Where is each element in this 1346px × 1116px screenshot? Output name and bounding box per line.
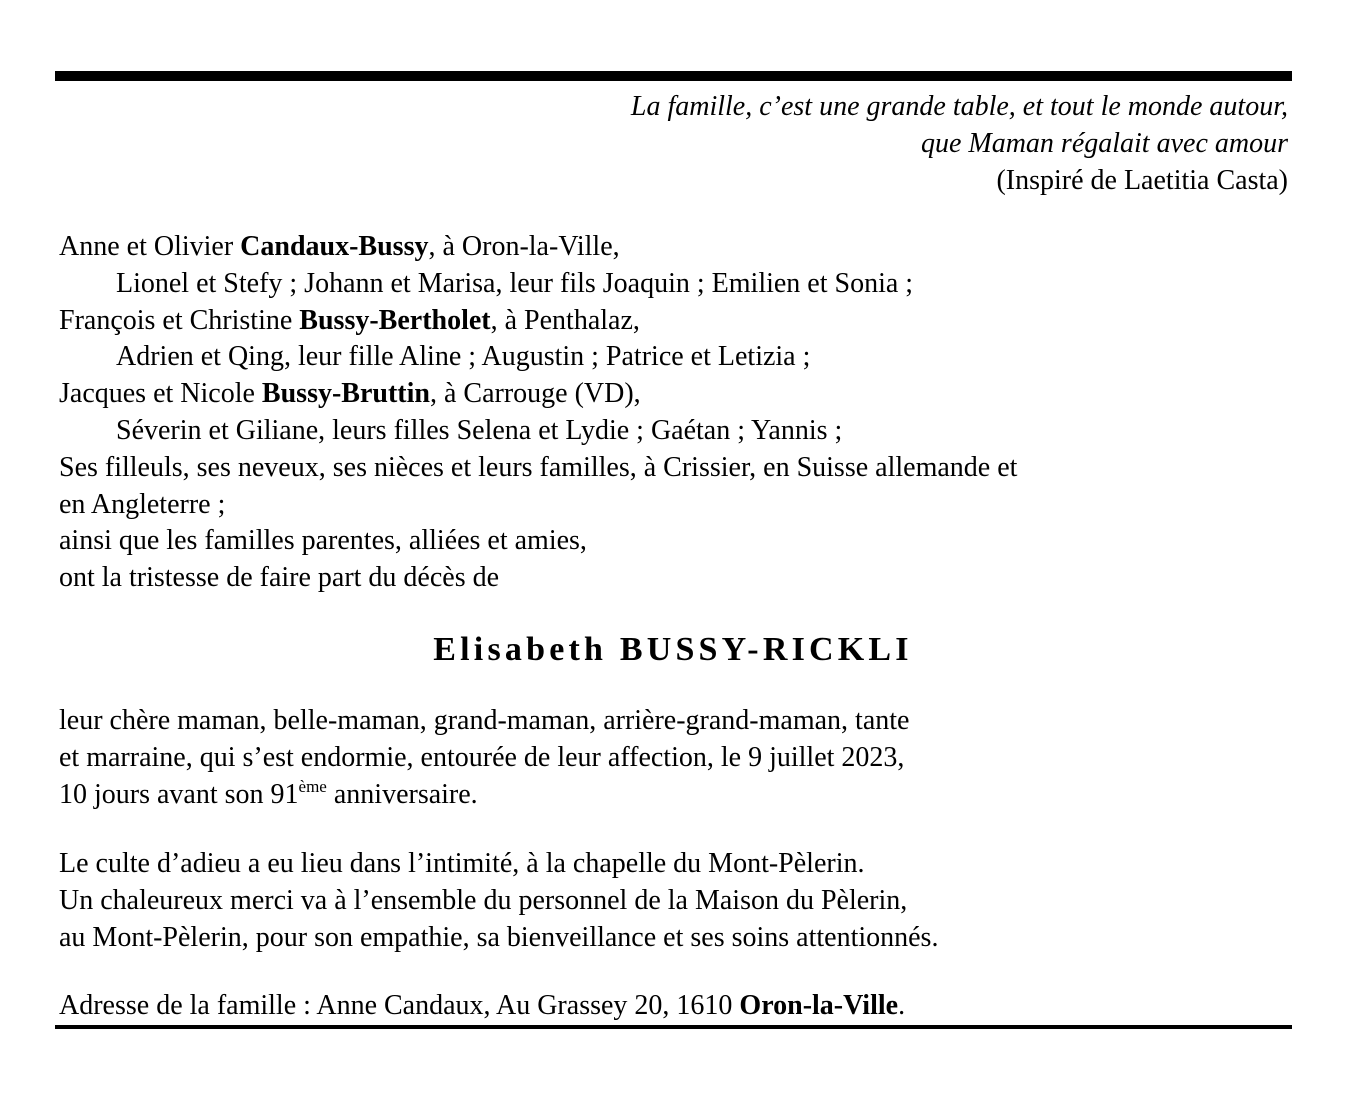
tribute-line-3-start: 10 jours avant son 91: [59, 778, 299, 810]
tribute-line-2: et marraine, qui s’est endormie, entourée de leur affection, le 9 juillet 2023,: [59, 741, 905, 773]
family-line-1: [59, 229, 1017, 266]
family-1-children: Lionel et Stefy ; Johann et Marisa, leur fils Joaquin ; Emilien et Sonia ;: [116, 267, 914, 299]
family-2-surname: Bussy-Bertholet: [299, 304, 491, 336]
deceased-name: Elisabeth BUSSY-RICKLI: [433, 631, 913, 668]
ordinal-superscript: ème: [298, 776, 327, 796]
ceremony-line-2: Un chaleureux merci va à l’ensemble du personnel de la Maison du Pèlerin,: [59, 884, 908, 916]
family-line-2: [59, 303, 1017, 340]
tribute-line-1: leur chère maman, belle-maman, grand-maman, arrière-grand-maman, tante: [59, 705, 910, 736]
family-line-3: [59, 376, 1017, 413]
family-2-children: Adrien et Qing, leur fille Aline ; Augustin ; Patrice et Letizia ;: [116, 341, 811, 373]
address-line: [59, 988, 905, 1025]
family-1-surname: Candaux-Bussy: [240, 231, 429, 262]
tribute-line-3-end: anniversaire.: [326, 778, 478, 810]
quote-source: (Inspiré de Laetitia Casta): [996, 165, 1288, 196]
quote-line-2: que Maman régalait avec amour: [920, 128, 1288, 159]
relatives-line: ainsi que les familles parentes, alliées et amies,: [59, 525, 587, 557]
family-address: [59, 988, 905, 1025]
family-3-children: Séverin et Giliane, leurs filles Selena et Lydie ; Gaétan ; Yannis ;: [116, 414, 843, 446]
tribute-paragraph: [59, 703, 909, 813]
ceremony-paragraph: [59, 846, 938, 956]
address-end: .: [898, 990, 906, 1021]
tribute-line-3: [59, 777, 909, 814]
ceremony-line-3: au Mont-Pèlerin, pour son empathie, sa bienveillance et ses soins attentionnés.: [59, 921, 939, 953]
family-2-names: François et Christine: [59, 304, 300, 336]
family-1-names: Anne et Olivier: [59, 231, 241, 262]
top-rule: [55, 71, 1292, 81]
epigraph-quote: [631, 88, 1288, 199]
family-2-place: , à Penthalaz,: [490, 304, 640, 336]
family-3-surname: Bussy-Bruttin: [261, 378, 430, 410]
family-3-names: Jacques et Nicole: [59, 378, 262, 410]
ceremony-line-1: Le culte d’adieu a eu lieu dans l’intimité, à la chapelle du Mont-Pèlerin.: [59, 848, 865, 879]
family-1-place: , à Oron-la-Ville,: [428, 231, 620, 262]
address-text: Adresse de la famille : Anne Candaux, Au Grassey 20, 1610: [59, 990, 740, 1021]
others-line-1: Ses filleuls, ses neveux, ses nièces et leurs familles, à Crissier, en Suisse allemande et: [59, 451, 1018, 483]
address-town: Oron-la-Ville: [739, 990, 899, 1021]
announcement-line: ont la tristesse de faire part du décès de: [59, 562, 500, 594]
bottom-rule: [55, 1025, 1292, 1029]
others-line-2: en Angleterre ;: [59, 488, 226, 520]
family-3-place: , à Carrouge (VD),: [429, 378, 641, 410]
quote-line-1: La famille, c’est une grande table, et tout le monde autour,: [630, 91, 1288, 122]
family-list: [59, 229, 1017, 597]
